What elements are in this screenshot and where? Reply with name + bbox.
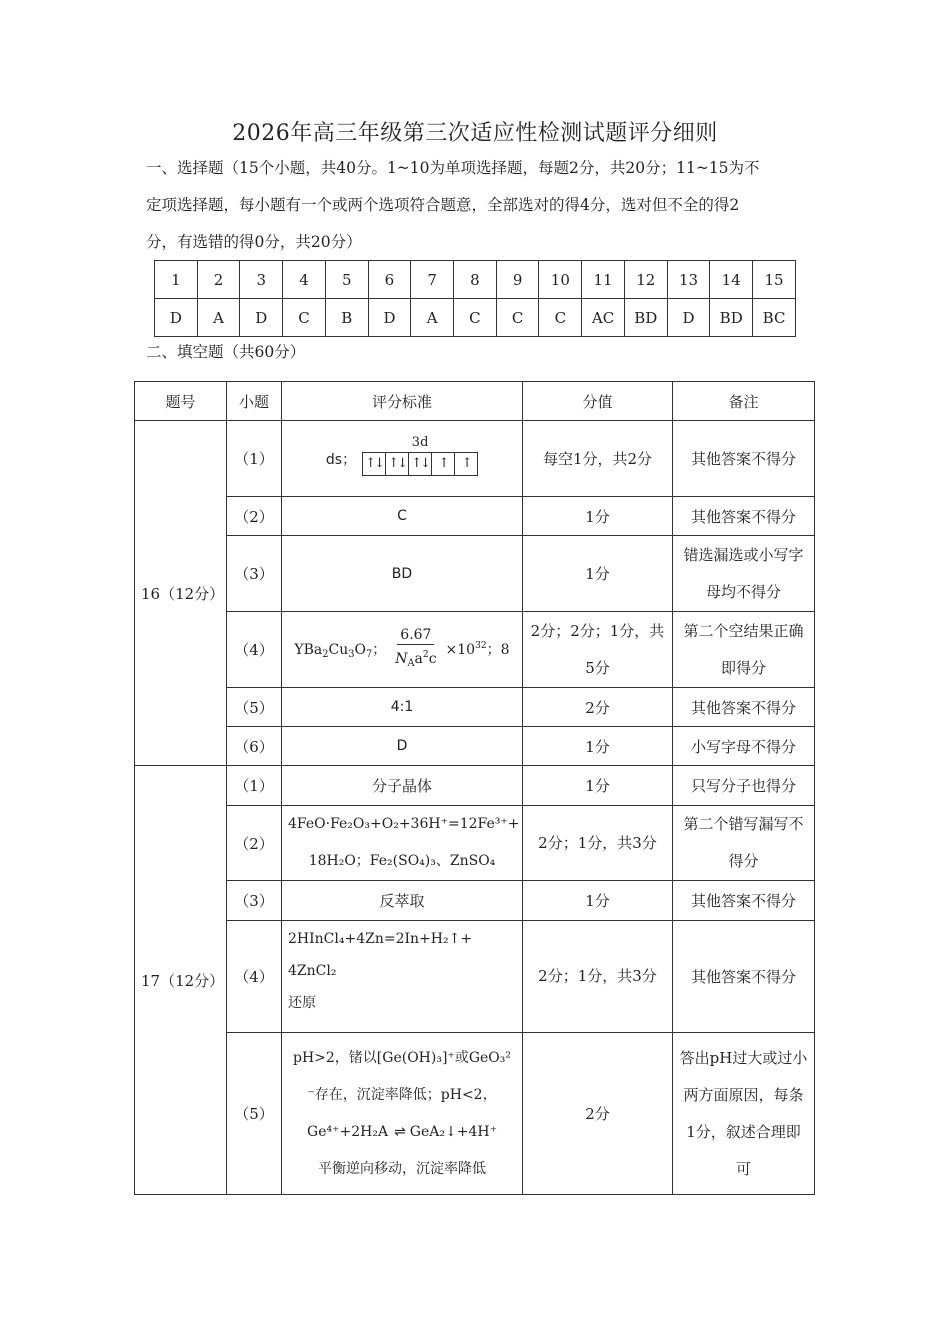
table-row: [135, 688, 815, 727]
mcq-number: 10: [539, 261, 582, 299]
criteria-cell: 分子晶体: [282, 766, 523, 806]
criteria-cell: [282, 612, 523, 688]
mcq-number: 13: [667, 261, 710, 299]
sub-question: （5）: [227, 688, 282, 727]
mcq-answer: D: [240, 299, 283, 337]
note-cell: 其他答案不得分: [673, 497, 815, 536]
note-cell: 其他答案不得分: [673, 881, 815, 921]
question-label: 17（12分）: [135, 766, 227, 1195]
criteria-line: [288, 1114, 516, 1151]
note-cell: 第二个错写漏写不得分: [673, 806, 815, 881]
mcq-answer: C: [539, 299, 582, 337]
section1-instructions: [146, 150, 816, 261]
score-cell: 2分；1分，共3分: [523, 806, 673, 881]
orbital-box: ↑: [461, 456, 471, 471]
formula-text: ；8: [486, 641, 510, 658]
density-fraction: [392, 626, 439, 674]
mcq-answer: C: [283, 299, 326, 337]
note-cell: 其他答案不得分: [673, 688, 815, 727]
score-cell: 2分；2分；1分，共5分: [523, 612, 673, 688]
table-row: [135, 921, 815, 1033]
equilibrium-arrow-icon: ⇌: [394, 1123, 404, 1140]
equation-right: GeA₂↓+4H⁺: [409, 1123, 497, 1140]
mcq-answer: D: [667, 299, 710, 337]
orbital-box: ↑↓: [409, 453, 432, 475]
mcq-number: 14: [710, 261, 753, 299]
criteria-cell: [282, 806, 523, 881]
formula-subscript: 3: [348, 648, 355, 660]
mcq-answer: AC: [582, 299, 625, 337]
fraction-denominator: [392, 645, 439, 674]
table-row: [135, 612, 815, 688]
score-cell: 2分: [523, 1033, 673, 1195]
mcq-answer: BD: [624, 299, 667, 337]
mcq-answer-table: [154, 260, 796, 337]
formula-text: Cu: [328, 641, 349, 658]
sub-question: （3）: [227, 536, 282, 612]
sub-question: （3）: [227, 881, 282, 921]
mcq-number: 8: [454, 261, 497, 299]
section2-title: 二、填空题（共60分）: [146, 343, 306, 361]
sub-question: （4）: [227, 612, 282, 688]
mcq-number: 3: [240, 261, 283, 299]
mcq-number: 9: [496, 261, 539, 299]
formula-text: ；: [372, 641, 387, 658]
note-cell: 错选漏选或小写字母均不得分: [673, 536, 815, 612]
mcq-number: 5: [325, 261, 368, 299]
mcq-number: 2: [197, 261, 240, 299]
sub-question: （6）: [227, 727, 282, 766]
criteria-line: 平衡逆向移动，沉淀率降低: [318, 1160, 486, 1177]
orbital-label: 3d: [411, 434, 429, 450]
intro-line: 一、选择题（15个小题，共40分。1~10为单项选择题，每题2分，共20分；11~15为不: [146, 159, 760, 177]
header-note: 备注: [673, 382, 815, 421]
table-row: [135, 766, 815, 806]
sub-question: （2）: [227, 806, 282, 881]
mcq-number: 4: [283, 261, 326, 299]
criteria-cell: 4:1: [282, 688, 523, 727]
header-criteria: 评分标准: [282, 382, 523, 421]
mcq-answer: D: [155, 299, 198, 337]
criteria-text: ds；: [325, 451, 357, 468]
note-cell: 其他答案不得分: [673, 921, 815, 1033]
criteria-cell: C: [282, 497, 523, 536]
mcq-answer: A: [197, 299, 240, 337]
criteria-line: 18H₂O；Fe₂(SO₄)₃、ZnSO₄: [308, 853, 496, 869]
formula-text: O: [354, 641, 366, 658]
table-row: [135, 806, 815, 881]
table-row: [135, 497, 815, 536]
table-row: [135, 881, 815, 921]
mcq-answer: B: [325, 299, 368, 337]
mcq-answer-row: [155, 299, 796, 337]
score-cell: 1分: [523, 766, 673, 806]
criteria-cell: BD: [282, 536, 523, 612]
orbital-box: ↑: [432, 453, 455, 475]
intro-line: 分，有选错的得0分，共20分）: [146, 233, 362, 251]
table-row: [135, 727, 815, 766]
table-header-row: [135, 382, 815, 421]
score-cell: 1分: [523, 881, 673, 921]
formula-text: ×10: [445, 641, 476, 658]
formula-subscript: A: [407, 657, 415, 669]
criteria-cell: [282, 421, 523, 497]
fill-in-scoring-table: [134, 381, 815, 1195]
formula-text: a: [414, 650, 423, 667]
mcq-answer: A: [411, 299, 454, 337]
score-cell: 1分: [523, 727, 673, 766]
mcq-number: 15: [753, 261, 796, 299]
mcq-number: 12: [624, 261, 667, 299]
score-cell: 1分: [523, 536, 673, 612]
note-cell: 答出pH过大或过小两方面原因，每条1分，叙述合理即可: [673, 1033, 815, 1195]
formula-text: YBa: [294, 641, 323, 658]
criteria-cell: [282, 921, 523, 1033]
table-row: [135, 536, 815, 612]
header-question-no: 题号: [135, 382, 227, 421]
fraction-numerator: 6.67: [397, 626, 434, 645]
criteria-line: 4FeO·Fe₂O₃+O₂+36H⁺=12Fe³⁺+: [288, 816, 520, 832]
criteria-line: pH>2，锗以[Ge(OH)₃]⁺或GeO₃²: [293, 1049, 511, 1066]
note-cell: 其他答案不得分: [673, 421, 815, 497]
orbital-diagram: [362, 434, 478, 476]
sub-question: （2）: [227, 497, 282, 536]
criteria-line: 还原: [288, 995, 316, 1011]
mcq-answer: C: [496, 299, 539, 337]
orbital-box: ↑↓: [363, 453, 386, 475]
score-cell: 2分；1分，共3分: [523, 921, 673, 1033]
mcq-answer: BC: [753, 299, 796, 337]
mcq-number: 6: [368, 261, 411, 299]
header-sub-question: 小题: [227, 382, 282, 421]
criteria-cell: 反萃取: [282, 881, 523, 921]
mcq-number-row: [155, 261, 796, 299]
score-cell: 每空1分，共2分: [523, 421, 673, 497]
equation-left: Ge⁴⁺+2H₂A: [307, 1123, 389, 1140]
page-title: 2026年高三年级第三次适应性检测试题评分细则: [232, 121, 718, 146]
sub-question: （1）: [227, 421, 282, 497]
mcq-answer: C: [454, 299, 497, 337]
score-cell: 1分: [523, 497, 673, 536]
header-score: 分值: [523, 382, 673, 421]
criteria-cell: D: [282, 727, 523, 766]
mcq-answer: D: [368, 299, 411, 337]
sub-question: （5）: [227, 1033, 282, 1195]
criteria-cell: [282, 1033, 523, 1195]
sub-question: （4）: [227, 921, 282, 1033]
intro-line: 定项选择题，每小题有一个或两个选项符合题意，全部选对的得4分，选对但不全的得2: [146, 196, 740, 214]
formula-subscript: 7: [365, 648, 373, 660]
formula-superscript: 32: [475, 640, 487, 651]
formula-subscript: 2: [322, 648, 329, 660]
note-cell: 第二个空结果正确即得分: [673, 612, 815, 688]
mcq-number: 1: [155, 261, 198, 299]
score-cell: 2分: [523, 688, 673, 727]
mcq-number: 7: [411, 261, 454, 299]
table-row: [135, 421, 815, 497]
formula-text: N: [395, 650, 408, 667]
question-label: 16（12分）: [135, 421, 227, 766]
sub-question: （1）: [227, 766, 282, 806]
formula-text: c: [428, 650, 437, 667]
mcq-number: 11: [582, 261, 625, 299]
note-cell: 小写字母不得分: [673, 727, 815, 766]
criteria-line: ⁻存在，沉淀率降低；pH<2，: [307, 1086, 497, 1103]
note-cell: 只写分子也得分: [673, 766, 815, 806]
criteria-line: 2HInCl₄+4Zn=2In+H₂↑+ 4ZnCl₂: [288, 931, 473, 979]
formula-superscript: 2: [422, 649, 429, 660]
table-row: [135, 1033, 815, 1195]
mcq-answer: BD: [710, 299, 753, 337]
orbital-box: ↑↓: [386, 453, 409, 475]
